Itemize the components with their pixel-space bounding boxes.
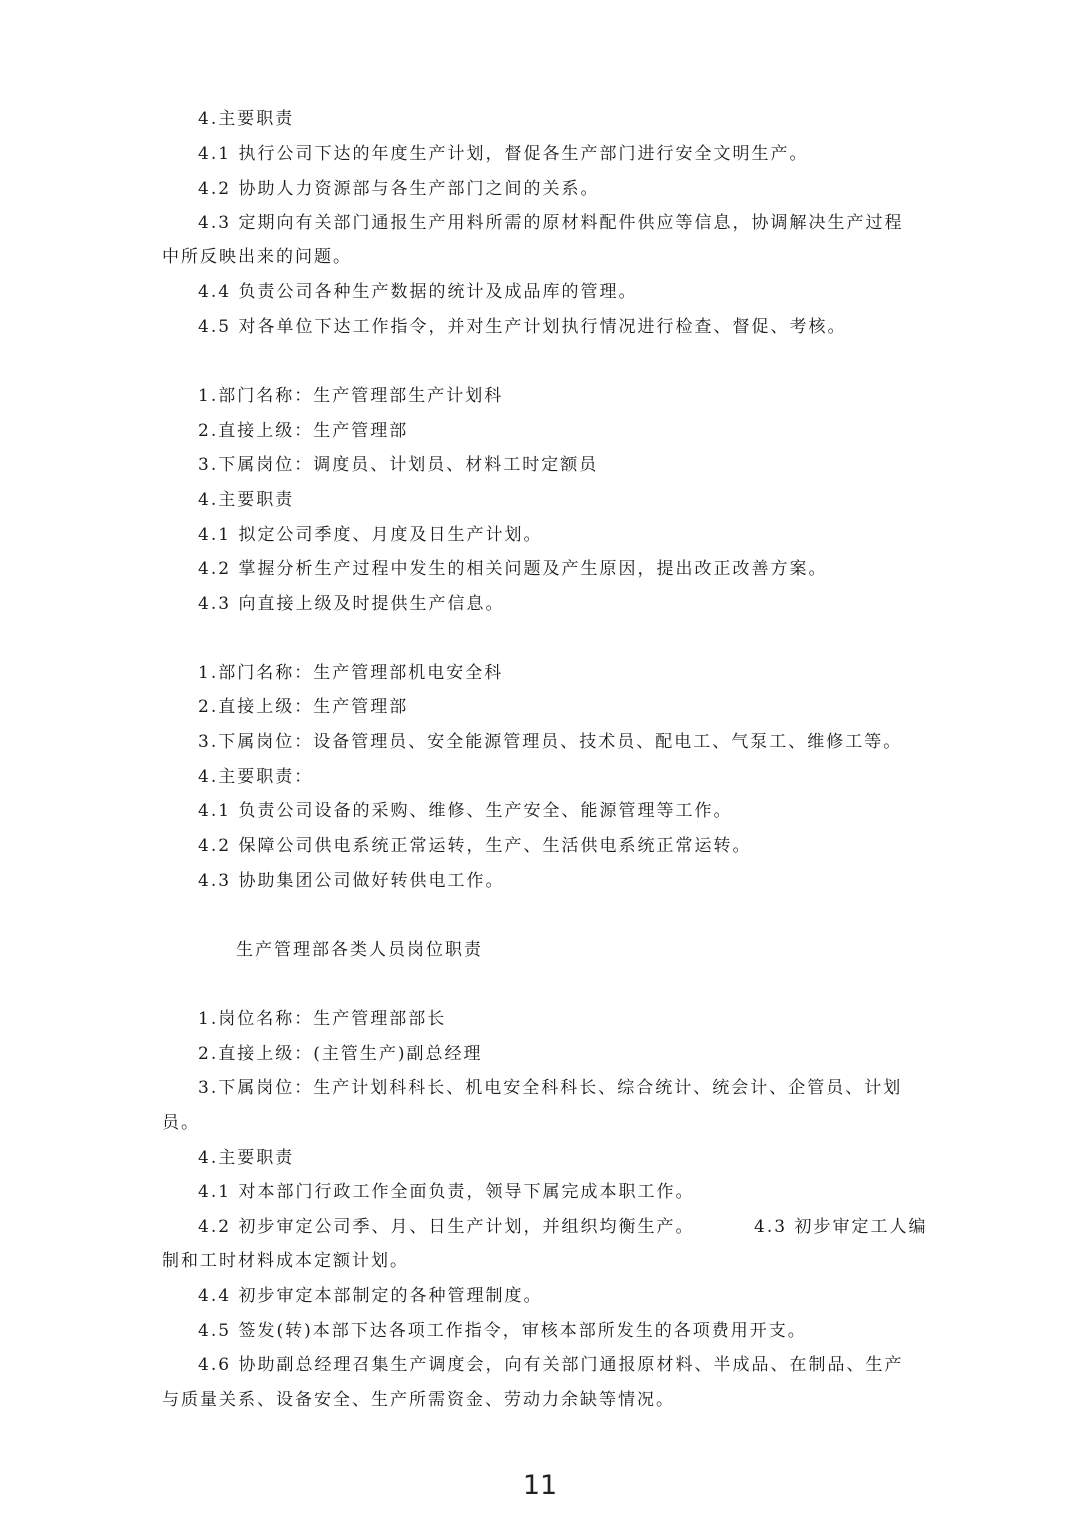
text-line: 4.3 协助集团公司做好转供电工作。 (198, 871, 505, 891)
text-line: 1.岗位名称：生产管理部部长 (198, 1009, 447, 1029)
text-line: 4.1 负责公司设备的采购、维修、生产安全、能源管理等工作。 (198, 801, 733, 821)
text-line: 4.1 对本部门行政工作全面负责，领导下属完成本职工作。 (198, 1182, 695, 1202)
text-line: 制和工时材料成本定额计划。 (162, 1251, 409, 1271)
text-line: 4.2 初步审定公司季、月、日生产计划，并组织均衡生产。 (198, 1217, 695, 1237)
text-line: 4.4 初步审定本部制定的各种管理制度。 (198, 1286, 543, 1306)
text-line: 2.直接上级：(主管生产)副总经理 (198, 1044, 483, 1064)
text-line: 3.下属岗位：设备管理员、安全能源管理员、技术员、配电工、气泵工、维修工等。 (198, 732, 903, 752)
text-line: 4.5 签发(转)本部下达各项工作指令，审核本部所发生的各项费用开支。 (198, 1321, 807, 1341)
text-line: 3.下属岗位：调度员、计划员、材料工时定额员 (198, 455, 599, 475)
text-line: 4.4 负责公司各种生产数据的统计及成品库的管理。 (198, 282, 638, 302)
text-line: 中所反映出来的问题。 (162, 247, 352, 267)
text-line: 4.主要职责 (198, 490, 295, 510)
text-line: 4.主要职责 (198, 109, 295, 129)
text-line: 生产管理部各类人员岗位职责 (236, 940, 483, 960)
text-line: 4.3 定期向有关部门通报生产用料所需的原材料配件供应等信息，协调解决生产过程 (198, 213, 904, 233)
text-line: 4.3 向直接上级及时提供生产信息。 (198, 594, 505, 614)
text-line: 4.2 掌握分析生产过程中发生的相关问题及产生原因，提出改正改善方案。 (198, 559, 828, 579)
text-line: 4.3 初步审定工人编 (754, 1217, 928, 1237)
text-line: 4.1 执行公司下达的年度生产计划，督促各生产部门进行安全文明生产。 (198, 144, 809, 164)
text-line: 3.下属岗位：生产计划科科长、机电安全科科长、综合统计、统会计、企管员、计划 (198, 1078, 903, 1098)
text-line: 员。 (162, 1113, 200, 1133)
text-line: 1.部门名称：生产管理部机电安全科 (198, 663, 504, 683)
text-line: 4.主要职责： (198, 767, 314, 787)
text-line: 与质量关系、设备安全、生产所需资金、劳动力余缺等情况。 (162, 1390, 675, 1410)
page-number: 11 (522, 1470, 558, 1501)
text-line: 4.主要职责 (198, 1148, 295, 1168)
text-line: 4.6 协助副总经理召集生产调度会，向有关部门通报原材料、半成品、在制品、生产 (198, 1355, 904, 1375)
text-line: 2.直接上级：生产管理部 (198, 697, 409, 717)
text-line: 4.2 协助人力资源部与各生产部门之间的关系。 (198, 179, 600, 199)
text-line: 1.部门名称：生产管理部生产计划科 (198, 386, 504, 406)
text-line: 4.5 对各单位下达工作指令，并对生产计划执行情况进行检查、督促、考核。 (198, 317, 847, 337)
text-line: 4.1 拟定公司季度、月度及日生产计划。 (198, 525, 543, 545)
text-line: 2.直接上级：生产管理部 (198, 421, 409, 441)
text-line: 4.2 保障公司供电系统正常运转，生产、生活供电系统正常运转。 (198, 836, 752, 856)
